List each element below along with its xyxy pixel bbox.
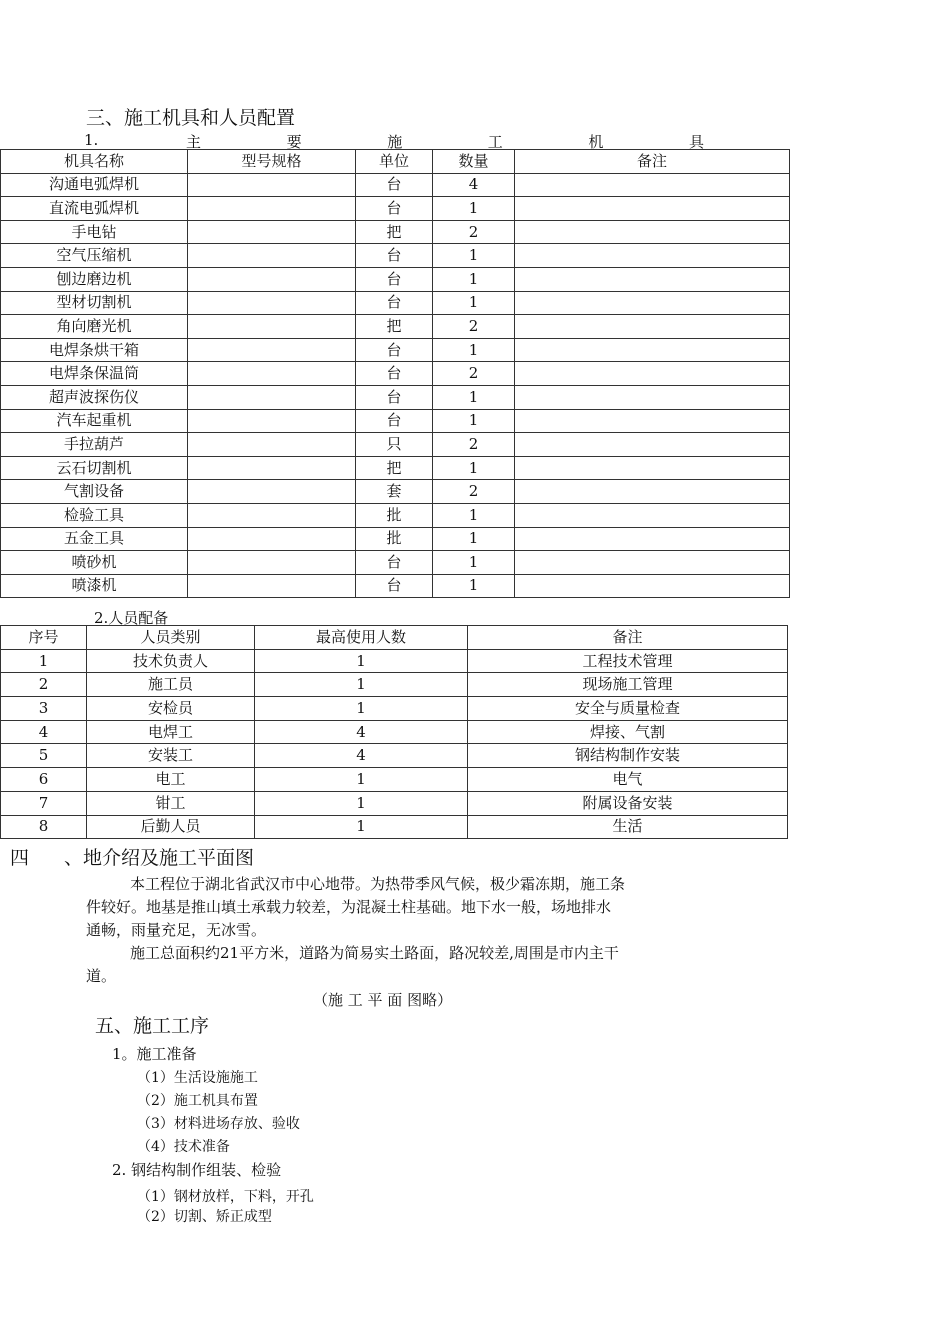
table-cell-qty: 1 <box>433 267 515 291</box>
table-cell-spec <box>188 173 356 197</box>
table-cell-name: 喷漆机 <box>1 574 188 598</box>
header-cell: 序号 <box>1 626 87 650</box>
table-cell-qty: 2 <box>433 480 515 504</box>
header-cell: 人员类别 <box>87 626 255 650</box>
table-cell-qty: 2 <box>433 433 515 457</box>
section4-title: 、地介绍及施工平面图 <box>64 847 255 869</box>
table-row <box>1 456 790 480</box>
table-cell-unit: 台 <box>356 385 433 409</box>
table-cell-type: 后勤人员 <box>87 815 255 839</box>
step-item: （4）技术准备 <box>137 1139 230 1155</box>
table-cell-name: 刨边磨边机 <box>1 267 188 291</box>
table-cell-no: 3 <box>1 697 87 721</box>
table-cell-note <box>515 267 790 291</box>
table-row <box>1 480 790 504</box>
table-cell-qty: 1 <box>433 574 515 598</box>
table-cell-unit: 台 <box>356 291 433 315</box>
table-cell-note <box>515 456 790 480</box>
table-cell-type: 安检员 <box>87 697 255 721</box>
table-cell-name: 直流电弧焊机 <box>1 197 188 221</box>
table-cell-spec <box>188 267 356 291</box>
paragraph-line: 道。 <box>86 967 117 985</box>
table-cell-no: 5 <box>1 744 87 768</box>
table-cell-note <box>515 362 790 386</box>
table-row <box>1 315 790 339</box>
table-cell-qty: 2 <box>433 315 515 339</box>
table-row <box>1 173 790 197</box>
table-cell-name: 角向磨光机 <box>1 315 188 339</box>
step-item: （1）生活设施施工 <box>137 1070 258 1086</box>
table-cell-note <box>515 480 790 504</box>
table-header-row <box>1 626 788 650</box>
table-cell-no: 1 <box>1 649 87 673</box>
table-cell-unit: 只 <box>356 433 433 457</box>
table-cell-qty: 1 <box>433 291 515 315</box>
table-cell-note: 钢结构制作安装 <box>468 744 788 768</box>
table-cell-no: 6 <box>1 768 87 792</box>
table-cell-name: 手拉葫芦 <box>1 433 188 457</box>
subsection1-char: 施 <box>387 133 403 151</box>
table-cell-qty: 1 <box>433 527 515 551</box>
paragraph-line: 施工总面积约21平方米，道路为简易实土路面，路况较差,周围是市内主干 <box>130 944 619 962</box>
table-row <box>1 291 790 315</box>
table-cell-spec <box>188 362 356 386</box>
table-cell-unit: 台 <box>356 173 433 197</box>
table-cell-count: 4 <box>255 720 468 744</box>
table-cell-spec <box>188 409 356 433</box>
table-cell-count: 1 <box>255 673 468 697</box>
table-cell-qty: 4 <box>433 173 515 197</box>
table-cell-spec <box>188 315 356 339</box>
table-row <box>1 673 788 697</box>
table-cell-name: 五金工具 <box>1 527 188 551</box>
table-cell-unit: 批 <box>356 503 433 527</box>
table-cell-unit: 把 <box>356 456 433 480</box>
table-cell-unit: 把 <box>356 220 433 244</box>
table-row <box>1 433 790 457</box>
table-row <box>1 744 788 768</box>
table-cell-note <box>515 551 790 575</box>
table-cell-name: 气割设备 <box>1 480 188 504</box>
table-cell-spec <box>188 456 356 480</box>
table-row <box>1 791 788 815</box>
header-cell: 备注 <box>515 150 790 174</box>
table-cell-spec <box>188 338 356 362</box>
table-cell-name: 汽车起重机 <box>1 409 188 433</box>
table-cell-note <box>515 385 790 409</box>
figure-note: （施 工 平 面 图略） <box>313 991 453 1009</box>
step-heading: 2. 钢结构制作组装、检验 <box>112 1161 282 1179</box>
table-cell-note: 工程技术管理 <box>468 649 788 673</box>
table-row <box>1 197 790 221</box>
table-cell-note <box>515 527 790 551</box>
table-row <box>1 649 788 673</box>
table-cell-spec <box>188 433 356 457</box>
subsection1-char: 主 <box>186 133 202 151</box>
subsection1-char: 机 <box>588 133 604 151</box>
table-cell-note: 电气 <box>468 768 788 792</box>
subsection1-heading <box>84 131 98 149</box>
table-row <box>1 527 790 551</box>
table-cell-note: 现场施工管理 <box>468 673 788 697</box>
table-row <box>1 267 790 291</box>
staff-table <box>0 625 788 839</box>
table-cell-spec <box>188 385 356 409</box>
section4-title-number: 四 <box>10 847 30 869</box>
machine-table <box>0 149 790 598</box>
table-row <box>1 503 790 527</box>
table-cell-spec <box>188 244 356 268</box>
table-cell-name: 电焊条保温筒 <box>1 362 188 386</box>
table-cell-spec <box>188 527 356 551</box>
table-cell-spec <box>188 574 356 598</box>
table-cell-name: 喷砂机 <box>1 551 188 575</box>
table-row <box>1 385 790 409</box>
table-row <box>1 338 790 362</box>
table-cell-no: 2 <box>1 673 87 697</box>
table-cell-no: 8 <box>1 815 87 839</box>
table-cell-spec <box>188 551 356 575</box>
table-cell-unit: 台 <box>356 244 433 268</box>
header-cell: 机具名称 <box>1 150 188 174</box>
table-cell-type: 安装工 <box>87 744 255 768</box>
paragraph-line: 本工程位于湖北省武汉市中心地带。为热带季风气候，极少霜冻期，施工条 <box>130 875 626 893</box>
table-cell-qty: 1 <box>433 456 515 480</box>
table-cell-unit: 台 <box>356 338 433 362</box>
table-cell-type: 技术负责人 <box>87 649 255 673</box>
section5-title: 五、施工工序 <box>95 1015 210 1037</box>
table-cell-name: 空气压缩机 <box>1 244 188 268</box>
table-cell-spec <box>188 503 356 527</box>
table-cell-note <box>515 220 790 244</box>
table-cell-unit: 台 <box>356 574 433 598</box>
table-cell-note <box>515 173 790 197</box>
table-cell-qty: 1 <box>433 385 515 409</box>
step-item: （3）材料进场存放、验收 <box>137 1116 300 1132</box>
header-cell: 备注 <box>468 626 788 650</box>
step-item: （2）切割、矫正成型 <box>137 1209 272 1225</box>
table-cell-name: 型材切割机 <box>1 291 188 315</box>
table-cell-note <box>515 197 790 221</box>
table-row <box>1 244 790 268</box>
table-cell-note <box>515 291 790 315</box>
header-cell: 数量 <box>433 150 515 174</box>
table-cell-name: 检验工具 <box>1 503 188 527</box>
table-cell-type: 电焊工 <box>87 720 255 744</box>
table-cell-unit: 把 <box>356 315 433 339</box>
table-cell-qty: 1 <box>433 409 515 433</box>
table-row <box>1 551 790 575</box>
step-item: （2）施工机具布置 <box>137 1093 258 1109</box>
table-cell-unit: 台 <box>356 551 433 575</box>
table-cell-qty: 2 <box>433 362 515 386</box>
step-heading: 1。施工准备 <box>112 1045 197 1063</box>
table-cell-note: 附属设备安装 <box>468 791 788 815</box>
paragraph-line: 件较好。地基是推山填土承载力较差，为混凝土柱基础。地下水一般，场地排水 <box>86 898 612 916</box>
table-cell-type: 电工 <box>87 768 255 792</box>
subsection1-char: 要 <box>286 133 302 151</box>
table-cell-name: 手电钻 <box>1 220 188 244</box>
table-cell-unit: 套 <box>356 480 433 504</box>
table-cell-count: 1 <box>255 791 468 815</box>
table-cell-qty: 1 <box>433 551 515 575</box>
table-cell-unit: 台 <box>356 409 433 433</box>
table-cell-spec <box>188 291 356 315</box>
step-item: （1）钢材放样，下料，开孔 <box>137 1189 314 1205</box>
table-cell-qty: 1 <box>433 197 515 221</box>
table-cell-note <box>515 433 790 457</box>
table-cell-no: 4 <box>1 720 87 744</box>
table-cell-qty: 1 <box>433 503 515 527</box>
subsection1-char: 工 <box>487 133 503 151</box>
table-cell-count: 1 <box>255 649 468 673</box>
table-header-row <box>1 150 790 174</box>
table-cell-spec <box>188 480 356 504</box>
table-row <box>1 574 790 598</box>
table-row <box>1 815 788 839</box>
table-cell-note: 生活 <box>468 815 788 839</box>
header-cell: 最高使用人数 <box>255 626 468 650</box>
table-cell-spec <box>188 220 356 244</box>
table-cell-note <box>515 244 790 268</box>
table-cell-count: 4 <box>255 744 468 768</box>
table-row <box>1 697 788 721</box>
table-cell-name: 电焊条烘干箱 <box>1 338 188 362</box>
table-cell-note: 安全与质量检查 <box>468 697 788 721</box>
table-cell-note <box>515 574 790 598</box>
table-cell-note <box>515 409 790 433</box>
table-cell-qty: 2 <box>433 220 515 244</box>
table-cell-unit: 批 <box>356 527 433 551</box>
table-cell-qty: 1 <box>433 244 515 268</box>
table-row <box>1 768 788 792</box>
table-cell-name: 沟通电弧焊机 <box>1 173 188 197</box>
section3-title: 三、施工机具和人员配置 <box>86 107 296 129</box>
table-cell-note <box>515 315 790 339</box>
table-cell-note <box>515 503 790 527</box>
table-cell-unit: 台 <box>356 267 433 291</box>
table-row <box>1 220 790 244</box>
table-cell-unit: 台 <box>356 362 433 386</box>
table-cell-type: 施工员 <box>87 673 255 697</box>
paragraph-line: 通畅，雨量充足，无冰雪。 <box>86 921 267 939</box>
table-cell-spec <box>188 197 356 221</box>
header-cell: 型号规格 <box>188 150 356 174</box>
table-cell-qty: 1 <box>433 338 515 362</box>
table-cell-note <box>515 338 790 362</box>
table-cell-note: 焊接、气割 <box>468 720 788 744</box>
table-cell-unit: 台 <box>356 197 433 221</box>
table-cell-name: 超声波探伤仪 <box>1 385 188 409</box>
table-row <box>1 409 790 433</box>
table-row <box>1 720 788 744</box>
table-cell-count: 1 <box>255 815 468 839</box>
subsection1-char: 具 <box>688 133 704 151</box>
table-cell-no: 7 <box>1 791 87 815</box>
table-cell-type: 钳工 <box>87 791 255 815</box>
header-cell: 单位 <box>356 150 433 174</box>
subsection1-number: 1. <box>84 131 99 149</box>
table-cell-name: 云石切割机 <box>1 456 188 480</box>
table-cell-count: 1 <box>255 697 468 721</box>
table-cell-count: 1 <box>255 768 468 792</box>
table-row <box>1 362 790 386</box>
subsection2-heading: 2.人员配备 <box>94 609 169 627</box>
